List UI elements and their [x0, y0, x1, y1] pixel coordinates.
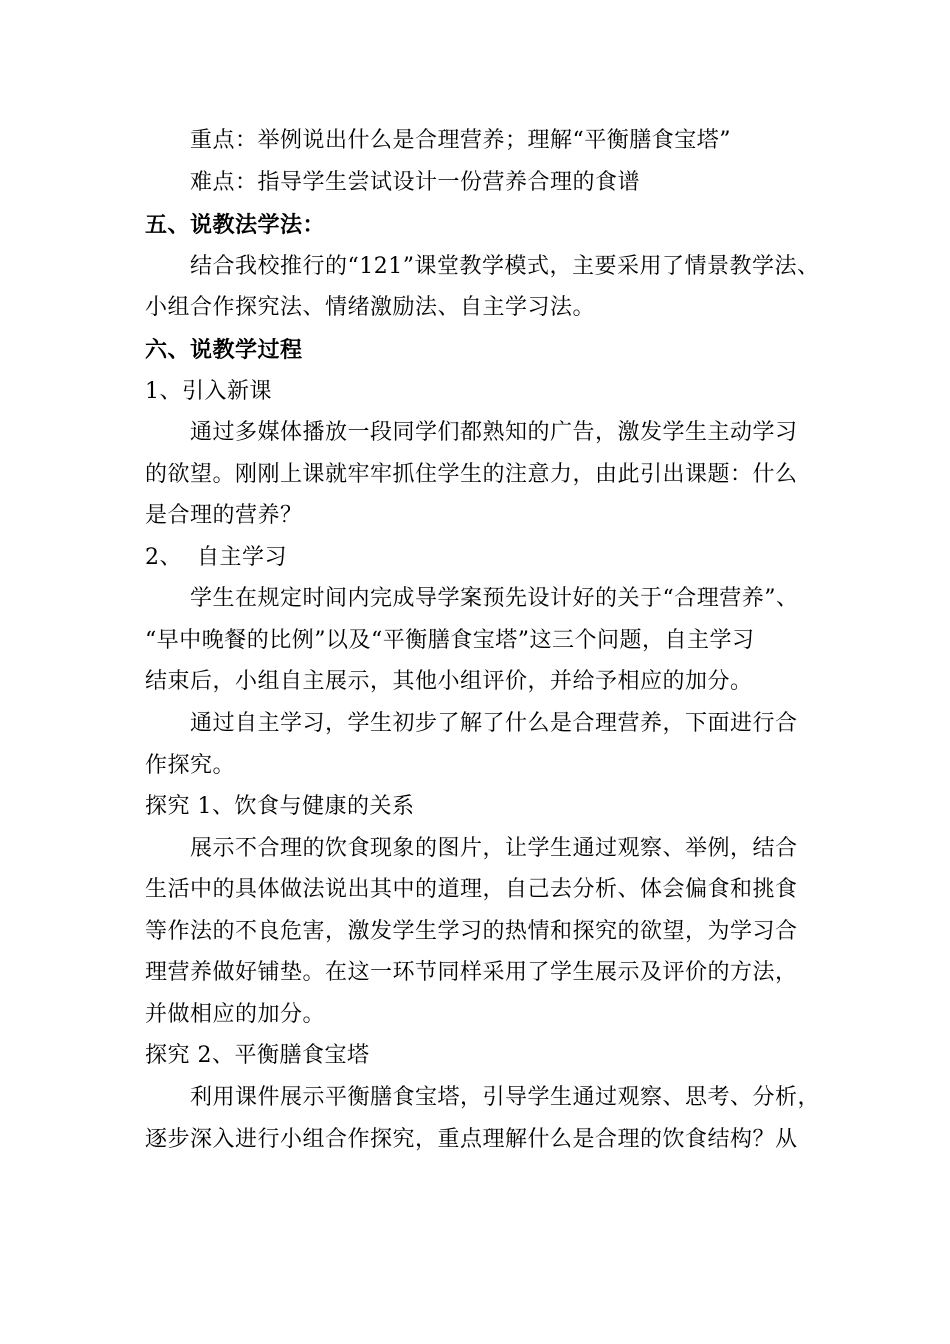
paragraph-line: “早中晚餐的比例”以及“平衡膳食宝塔”这三个问题，自主学习	[145, 628, 755, 653]
paragraph-line: 结合我校推行的“121”课堂教学模式，主要采用了情景教学法、	[190, 254, 820, 279]
subheading-intro: 1、引入新课	[145, 379, 272, 404]
section-heading-methods: 五、说教法学法：	[145, 212, 326, 238]
paragraph-line: 的欲望。刚刚上课就牢牢抓住学生的注意力，由此引出课题：什么	[145, 462, 798, 487]
paragraph-line: 利用课件展示平衡膳食宝塔，引导学生通过观察、思考、分析，	[190, 1085, 821, 1110]
paragraph-line: 逐步深入进行小组合作探究，重点理解什么是合理的饮食结构？从	[145, 1127, 798, 1152]
paragraph-line: 是合理的营养？	[145, 503, 303, 528]
paragraph-line: 小组合作探究法、情绪激励法、自主学习法。	[145, 295, 596, 320]
difficult-point-line: 难点：指导学生尝试设计一份营养合理的食谱	[190, 170, 641, 195]
paragraph-line: 展示不合理的饮食现象的图片，让学生通过观察、举例，结合	[190, 836, 798, 861]
paragraph-line: 通过多媒体播放一段同学们都熟知的广告，激发学生主动学习	[190, 420, 798, 445]
subheading-inquiry-2: 探究 2、平衡膳食宝塔	[145, 1043, 370, 1068]
subheading-inquiry-1: 探究 1、饮食与健康的关系	[145, 794, 415, 819]
key-point-line: 重点：举例说出什么是合理营养；理解“平衡膳食宝塔”	[190, 128, 731, 153]
section-heading-process: 六、说教学过程	[145, 337, 303, 363]
paragraph-line: 等作法的不良危害，激发学生学习的热情和探究的欲望，为学习合	[145, 919, 798, 944]
paragraph-line: 学生在规定时间内完成导学案预先设计好的关于“合理营养”、	[190, 586, 799, 611]
paragraph-line: 理营养做好铺垫。在这一环节同样采用了学生展示及评价的方法，	[145, 960, 798, 985]
paragraph-line: 作探究。	[145, 753, 236, 778]
subheading-self-study: 2、 自主学习	[145, 545, 287, 570]
paragraph-line: 并做相应的加分。	[145, 1002, 326, 1027]
paragraph-line: 通过自主学习，学生初步了解了什么是合理营养，下面进行合	[190, 711, 798, 736]
paragraph-line: 结束后，小组自主展示，其他小组评价，并给予相应的加分。	[145, 669, 753, 694]
paragraph-line: 生活中的具体做法说出其中的道理，自己去分析、体会偏食和挑食	[145, 877, 798, 902]
